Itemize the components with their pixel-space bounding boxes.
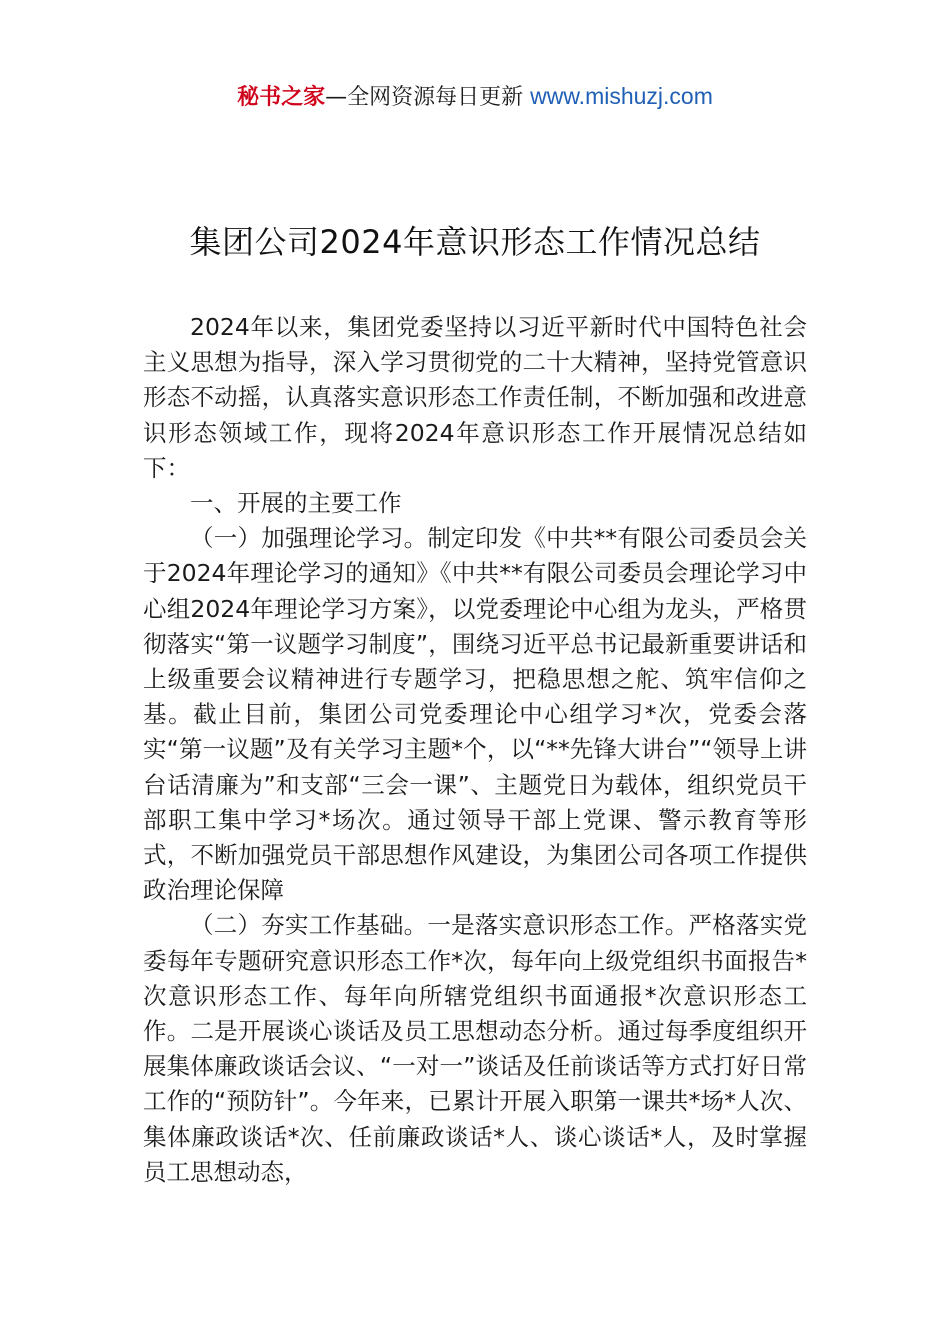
document-title: 集团公司2024年意识形态工作情况总结 [189,223,761,261]
intro-paragraph: 2024年以来，集团党委坚持以习近平新时代中国特色社会主义思想为指导，深入学习贯彻党的二十大精神，坚持党管意识形态不动摇，认真落实意识形态工作责任制，不断加强和改进意识形态领域工作，现将2024年意识形态工作开展情况总结如下： [143,313,807,482]
body-paragraph: （一）加强理论学习。制定印发《中共**有限公司委员会关于2024年理论学习的通知》《中共**有限公司委员会理论学习中心组2024年理论学习方案》，以党委理论中心组为龙头，严格贯彻落实“第一议题学习制度”，围绕习近平总书记最新重要讲话和上级重要会议精神进行专题学习，把稳思想之舵、筑牢信仰之基。截止目前，集团公司党委理论中心组学习*次，党委会落实“第一议题”及有关学习主题*个，以“**先锋大讲台”“领导上讲台话清廉为”和支部“三会一课”、主题党日为载体，组织党员干部职工集中学习*场次。通过领导干部上党课、警示教育等形式，不断加强党员干部思想作风建设，为集团公司各项工作提供政治理论保障 [143,524,807,905]
section-heading: 一、开展的主要工作 [190,489,402,518]
site-url-link[interactable]: www.mishuzj.com [530,83,713,109]
document-body [143,310,807,1190]
site-header [0,80,950,114]
header-tagline: —全网资源每日更新 [325,85,524,110]
brand-name: 秘书之家 [237,85,326,110]
body-paragraph: （二）夯实工作基础。一是落实意识形态工作。严格落实党委每年专题研究意识形态工作*次，每年向上级党组织书面报告*次意识形态工作、每年向所辖党组织书面通报*次意识形态工作。二是开展谈心谈话及员工思想动态分析。通过每季度组织开展集体廉政谈话会议、“一对一”谈话及任前谈话等方式打好日常工作的“预防针”。今年来，已累计开展入职第一课共*场*人次、集体廉政谈话*次、任前廉政谈话*人、谈心谈话*人，及时掌握员工思想动态， [143,911,807,1186]
